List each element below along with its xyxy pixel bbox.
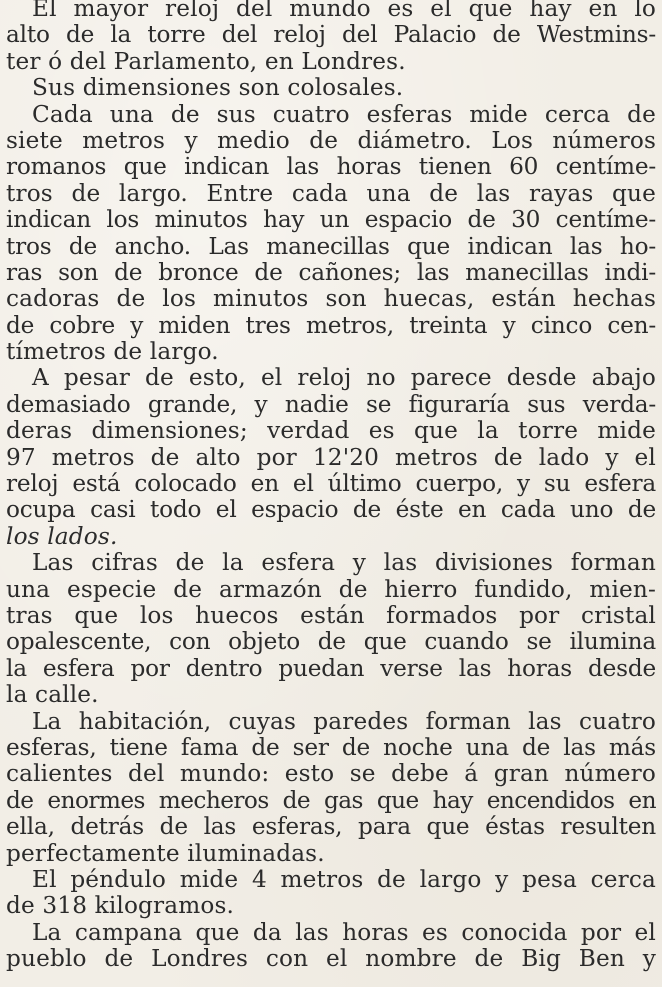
text-line: tros de largo. Entre cada una de las rayas que (6, 179, 656, 207)
text-line: la calle. (6, 681, 99, 709)
text-line: los lados. (6, 522, 118, 550)
text-line: ocupa casi todo el espacio de éste en cada uno de (6, 496, 656, 524)
paragraph (6, 0, 656, 75)
text-line: la esfera por dentro puedan verse las horas desde (6, 654, 656, 682)
text-line: opalescente, con objeto de que cuando se ilumina (6, 628, 656, 656)
text-line: La habitación, cuyas paredes forman las cuatro (32, 707, 656, 735)
article-body (6, 0, 656, 972)
paragraph (6, 550, 656, 708)
paragraph (6, 365, 656, 550)
text-line: de 318 kilogramos. (6, 892, 235, 920)
paragraph (6, 920, 656, 973)
text-line: Sus dimensiones son colosales. (32, 74, 404, 102)
text-line: pueblo de Londres con el nombre de Big Ben y (6, 945, 656, 973)
text-line: La campana que da las horas es conocida por el (32, 918, 656, 946)
text-line: 97 metros de alto por 12'20 metros de lado y el (6, 443, 656, 471)
text-line: de enormes mecheros de gas que hay encendidos en (6, 786, 656, 814)
text-line: romanos que indican las horas tienen 60 centíme- (6, 153, 656, 181)
text-line: ras son de bronce de cañones; las manecillas indi- (6, 258, 656, 286)
text-line: tras que los huecos están formados por cristal (6, 601, 656, 629)
text-line: ter ó del Parlamento, en Londres. (6, 47, 406, 75)
text-line: una especie de armazón de hierro fundido, mien- (6, 575, 656, 603)
text-line: tímetros de largo. (6, 338, 219, 366)
text-line: esferas, tiene fama de ser de noche una de las más (6, 733, 656, 761)
text-line: El mayor reloj del mundo es el que hay en lo (32, 0, 656, 22)
text-line: perfectamente iluminadas. (6, 839, 325, 867)
text-line: El péndulo mide 4 metros de largo y pesa cerca (32, 865, 656, 893)
paragraph (6, 867, 656, 920)
text-line: tros de ancho. Las manecillas que indican las ho- (6, 232, 656, 260)
text-line: A pesar de esto, el reloj no parece desde abajo (32, 364, 656, 392)
text-line: de cobre y miden tres metros, treinta y cinco cen- (6, 311, 656, 339)
paragraph (6, 75, 656, 101)
text-line: alto de la torre del reloj del Palacio de Westmins- (6, 21, 656, 49)
text-line: reloj está colocado en el último cuerpo, y su esfera (6, 470, 656, 498)
text-line: demasiado grande, y nadie se figuraría sus verda- (6, 390, 656, 418)
text-line: ella, detrás de las esferas, para que éstas resulten (6, 813, 656, 841)
paragraph (6, 709, 656, 867)
text-line: Cada una de sus cuatro esferas mide cerca de (32, 100, 656, 128)
paragraph (6, 102, 656, 366)
text-line: deras dimensiones; verdad es que la torre mide (6, 417, 656, 445)
text-line: calientes del mundo: esto se debe á gran número (6, 760, 656, 788)
text-line: indican los minutos hay un espacio de 30 centíme- (6, 206, 656, 234)
text-line: Las cifras de la esfera y las divisiones forman (32, 549, 656, 577)
text-line: siete metros y medio de diámetro. Los números (6, 126, 656, 154)
text-line: cadoras de los minutos son huecas, están hechas (6, 285, 656, 313)
